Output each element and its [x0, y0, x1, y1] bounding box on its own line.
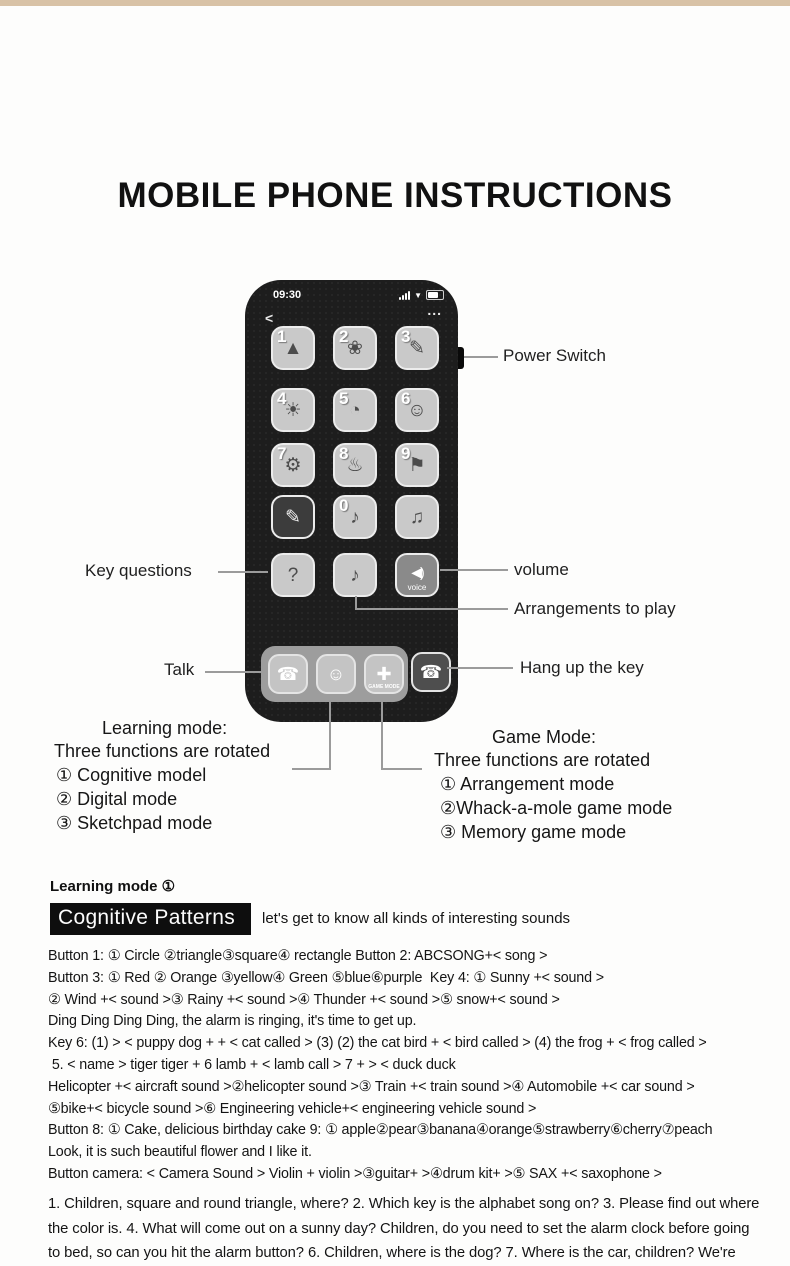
phone-receiver-icon: ☎ [276, 664, 300, 684]
app-icon-birthday-cake [333, 443, 377, 487]
game-mode-subtitle: Three functions are rotated [434, 750, 651, 770]
game-mode-item: ②Whack-a-mole game mode [440, 798, 673, 818]
palette-icon: ✎ [409, 337, 425, 359]
game-mode-line-v [381, 700, 383, 770]
instruction-line: Button 3: ① Red ② Orange ③yellow④ Green ⑤blue⑥purple Key 4: ① Sunny +< sound > [48, 969, 604, 986]
app-number: 6 [401, 389, 411, 408]
wifi-icon: ▼ [414, 291, 422, 300]
status-icons [399, 290, 444, 300]
questions-line: 1. Children, square and round triangle, where? 2. Which key is the alphabet song on? 3. Please find out where [48, 1196, 760, 1212]
speaker-icon: ◀) [411, 564, 423, 580]
map-pin-icon: ⚑ [408, 454, 426, 476]
instruction-line: Key 6: (1) > < puppy dog + + < cat called > (3) (2) the cat bird + < bird called > (4) the frog + < frog called > [48, 1035, 707, 1052]
hang-up-phone-icon: ☎ [419, 662, 443, 682]
battery-icon [426, 290, 444, 300]
instruction-line: Look, it is such beautiful flower and I like it. [48, 1144, 312, 1161]
app-icon-map-pin [395, 443, 439, 487]
status-time: 09:30 [273, 289, 302, 301]
animal-faces-icon: ☺ [407, 399, 427, 421]
instruction-line: Button 8: ① Cake, delicious birthday cake 9: ① apple②pear③banana④orange⑤strawberry⑥cherry⑦peach [48, 1122, 713, 1139]
voice-label: voice [407, 583, 427, 592]
hang-up-button [411, 652, 451, 692]
learning-mode-subtitle: Three functions are rotated [54, 741, 271, 761]
key-questions-callout: Key questions [85, 561, 192, 580]
page-title: MOBILE PHONE INSTRUCTIONS [117, 176, 673, 215]
talk-callout: Talk [164, 660, 195, 679]
gamepad-icon: ✚ [376, 664, 392, 684]
instruction-line: ⑤bike+< bicycle sound >⑥ Engineering vehicle+< engineering vehicle sound > [48, 1100, 537, 1117]
learning-mode-title: Learning mode: [102, 718, 228, 738]
app-number: 1 [277, 327, 287, 346]
game-mode-line-h [381, 768, 422, 770]
questions-line: the color is. 4. What will come out on a sunny day? Children, do you need to set the alarm clock before going [48, 1220, 750, 1237]
app-icon-vehicles [271, 443, 315, 487]
power-switch-callout: Power Switch [503, 346, 606, 365]
instruments-icon: ♫ [409, 506, 425, 528]
app-icon-weather [271, 388, 315, 432]
instruction-line: Helicopter +< aircraft sound >②helicopter sound >③ Train +< train sound >④ Automobile +< car sound > [48, 1078, 695, 1095]
app-icon-melody [333, 553, 377, 597]
app-row-1 [271, 326, 439, 370]
music-note-icon: ♪ [350, 506, 360, 528]
game-mode-title: Game Mode: [492, 727, 597, 747]
app-number: 3 [401, 327, 411, 346]
app-number: 4 [277, 389, 287, 408]
app-icon-instruments [395, 495, 439, 539]
learning-mode-item: ② Digital mode [56, 789, 178, 809]
learning-mode-block [40, 717, 305, 835]
cake-icon: ♨ [346, 454, 364, 476]
scan-edge-strip [0, 0, 790, 6]
app-icon-voice-volume [395, 553, 439, 597]
game-mode-item: ① Arrangement mode [440, 774, 615, 794]
volume-callout: volume [514, 560, 569, 579]
learning-mode-item: ③ Sketchpad mode [56, 813, 213, 833]
talk-line [205, 671, 261, 673]
ellipsis-menu-icon: ... [427, 302, 442, 318]
game-mode-block [432, 726, 702, 844]
mole-icon: ☺ [326, 664, 346, 684]
whack-a-mole-button [316, 654, 356, 694]
vehicles-icon: ⚙ [284, 454, 302, 476]
app-number: 9 [401, 444, 411, 463]
app-icon-alarm-clock [333, 388, 377, 432]
app-icon-key-questions [271, 553, 315, 597]
app-number: 8 [339, 444, 349, 463]
app-icon-sketchpad [271, 495, 315, 539]
arrangements-callout: Arrangements to play [514, 599, 676, 618]
arrangements-line-h [355, 608, 508, 610]
volume-line [440, 569, 508, 571]
app-number: 0 [339, 496, 349, 515]
app-row-4 [271, 495, 439, 539]
instructions-text [48, 946, 712, 1186]
app-icon-music-zero [333, 495, 377, 539]
instruction-line: 5. < name > tiger tiger + 6 lamb + < lamb call > 7 + > < duck duck [48, 1056, 456, 1073]
power-switch-line [464, 356, 498, 358]
talk-button [268, 654, 308, 694]
sketchpad-icon: ✎ [285, 506, 301, 528]
fruits-icon: ❀ [347, 337, 363, 359]
alarm-clock-icon: ◔ [349, 399, 361, 421]
melody-note-icon: ♪ [350, 564, 360, 586]
app-number: 7 [277, 444, 287, 463]
signal-icon [399, 291, 410, 300]
instruction-line: Button camera: < Camera Sound > Violin + violin >③guitar+ >④drum kit+ >⑤ SAX +< saxophone > [48, 1165, 662, 1182]
app-row-3 [271, 443, 439, 487]
instruction-line: Ding Ding Ding Ding, the alarm is ringing, it's time to get up. [48, 1013, 417, 1030]
questions-paragraph [48, 1192, 759, 1266]
section-heading: Learning mode ① [50, 878, 176, 895]
question-mark-icon: ? [287, 564, 299, 586]
game-mode-button [364, 654, 404, 694]
app-icon-shapes [271, 326, 315, 370]
instruction-line: ② Wind +< sound >③ Rainy +< sound >④ Thunder +< sound >⑤ snow+< sound > [48, 991, 560, 1008]
instruction-line: Button 1: ① Circle ②triangle③square④ rectangle Button 2: ABCSONG+< song > [48, 948, 548, 964]
app-icon-fruits [333, 326, 377, 370]
questions-line: to bed, so can you hit the alarm button? 6. Children, where is the dog? 7. Where is the car, children? We're [48, 1245, 736, 1261]
key-questions-line [218, 571, 268, 573]
app-icon-animal-faces [395, 388, 439, 432]
learning-mode-item: ① Cognitive model [56, 765, 207, 785]
cognitive-patterns-badge: Cognitive Patterns [50, 903, 251, 935]
app-row-2 [271, 388, 439, 432]
app-icon-paint-palette [395, 326, 439, 370]
game-mode-label: GAME MODE [368, 684, 400, 690]
dock-bar [261, 646, 408, 702]
sun-icon: ☀ [284, 399, 302, 421]
hang-up-callout: Hang up the key [520, 658, 644, 677]
learning-mode-line-v [329, 700, 331, 770]
back-chevron-icon: < [265, 310, 274, 326]
app-number: 5 [339, 389, 349, 408]
app-number: 2 [339, 327, 349, 346]
section-tagline: let's get to know all kinds of interesting sounds [262, 910, 571, 927]
game-mode-item: ③ Memory game mode [440, 822, 627, 842]
shapes-icon: ▲ [283, 337, 303, 359]
app-row-5 [271, 553, 439, 597]
hang-up-line [447, 667, 513, 669]
